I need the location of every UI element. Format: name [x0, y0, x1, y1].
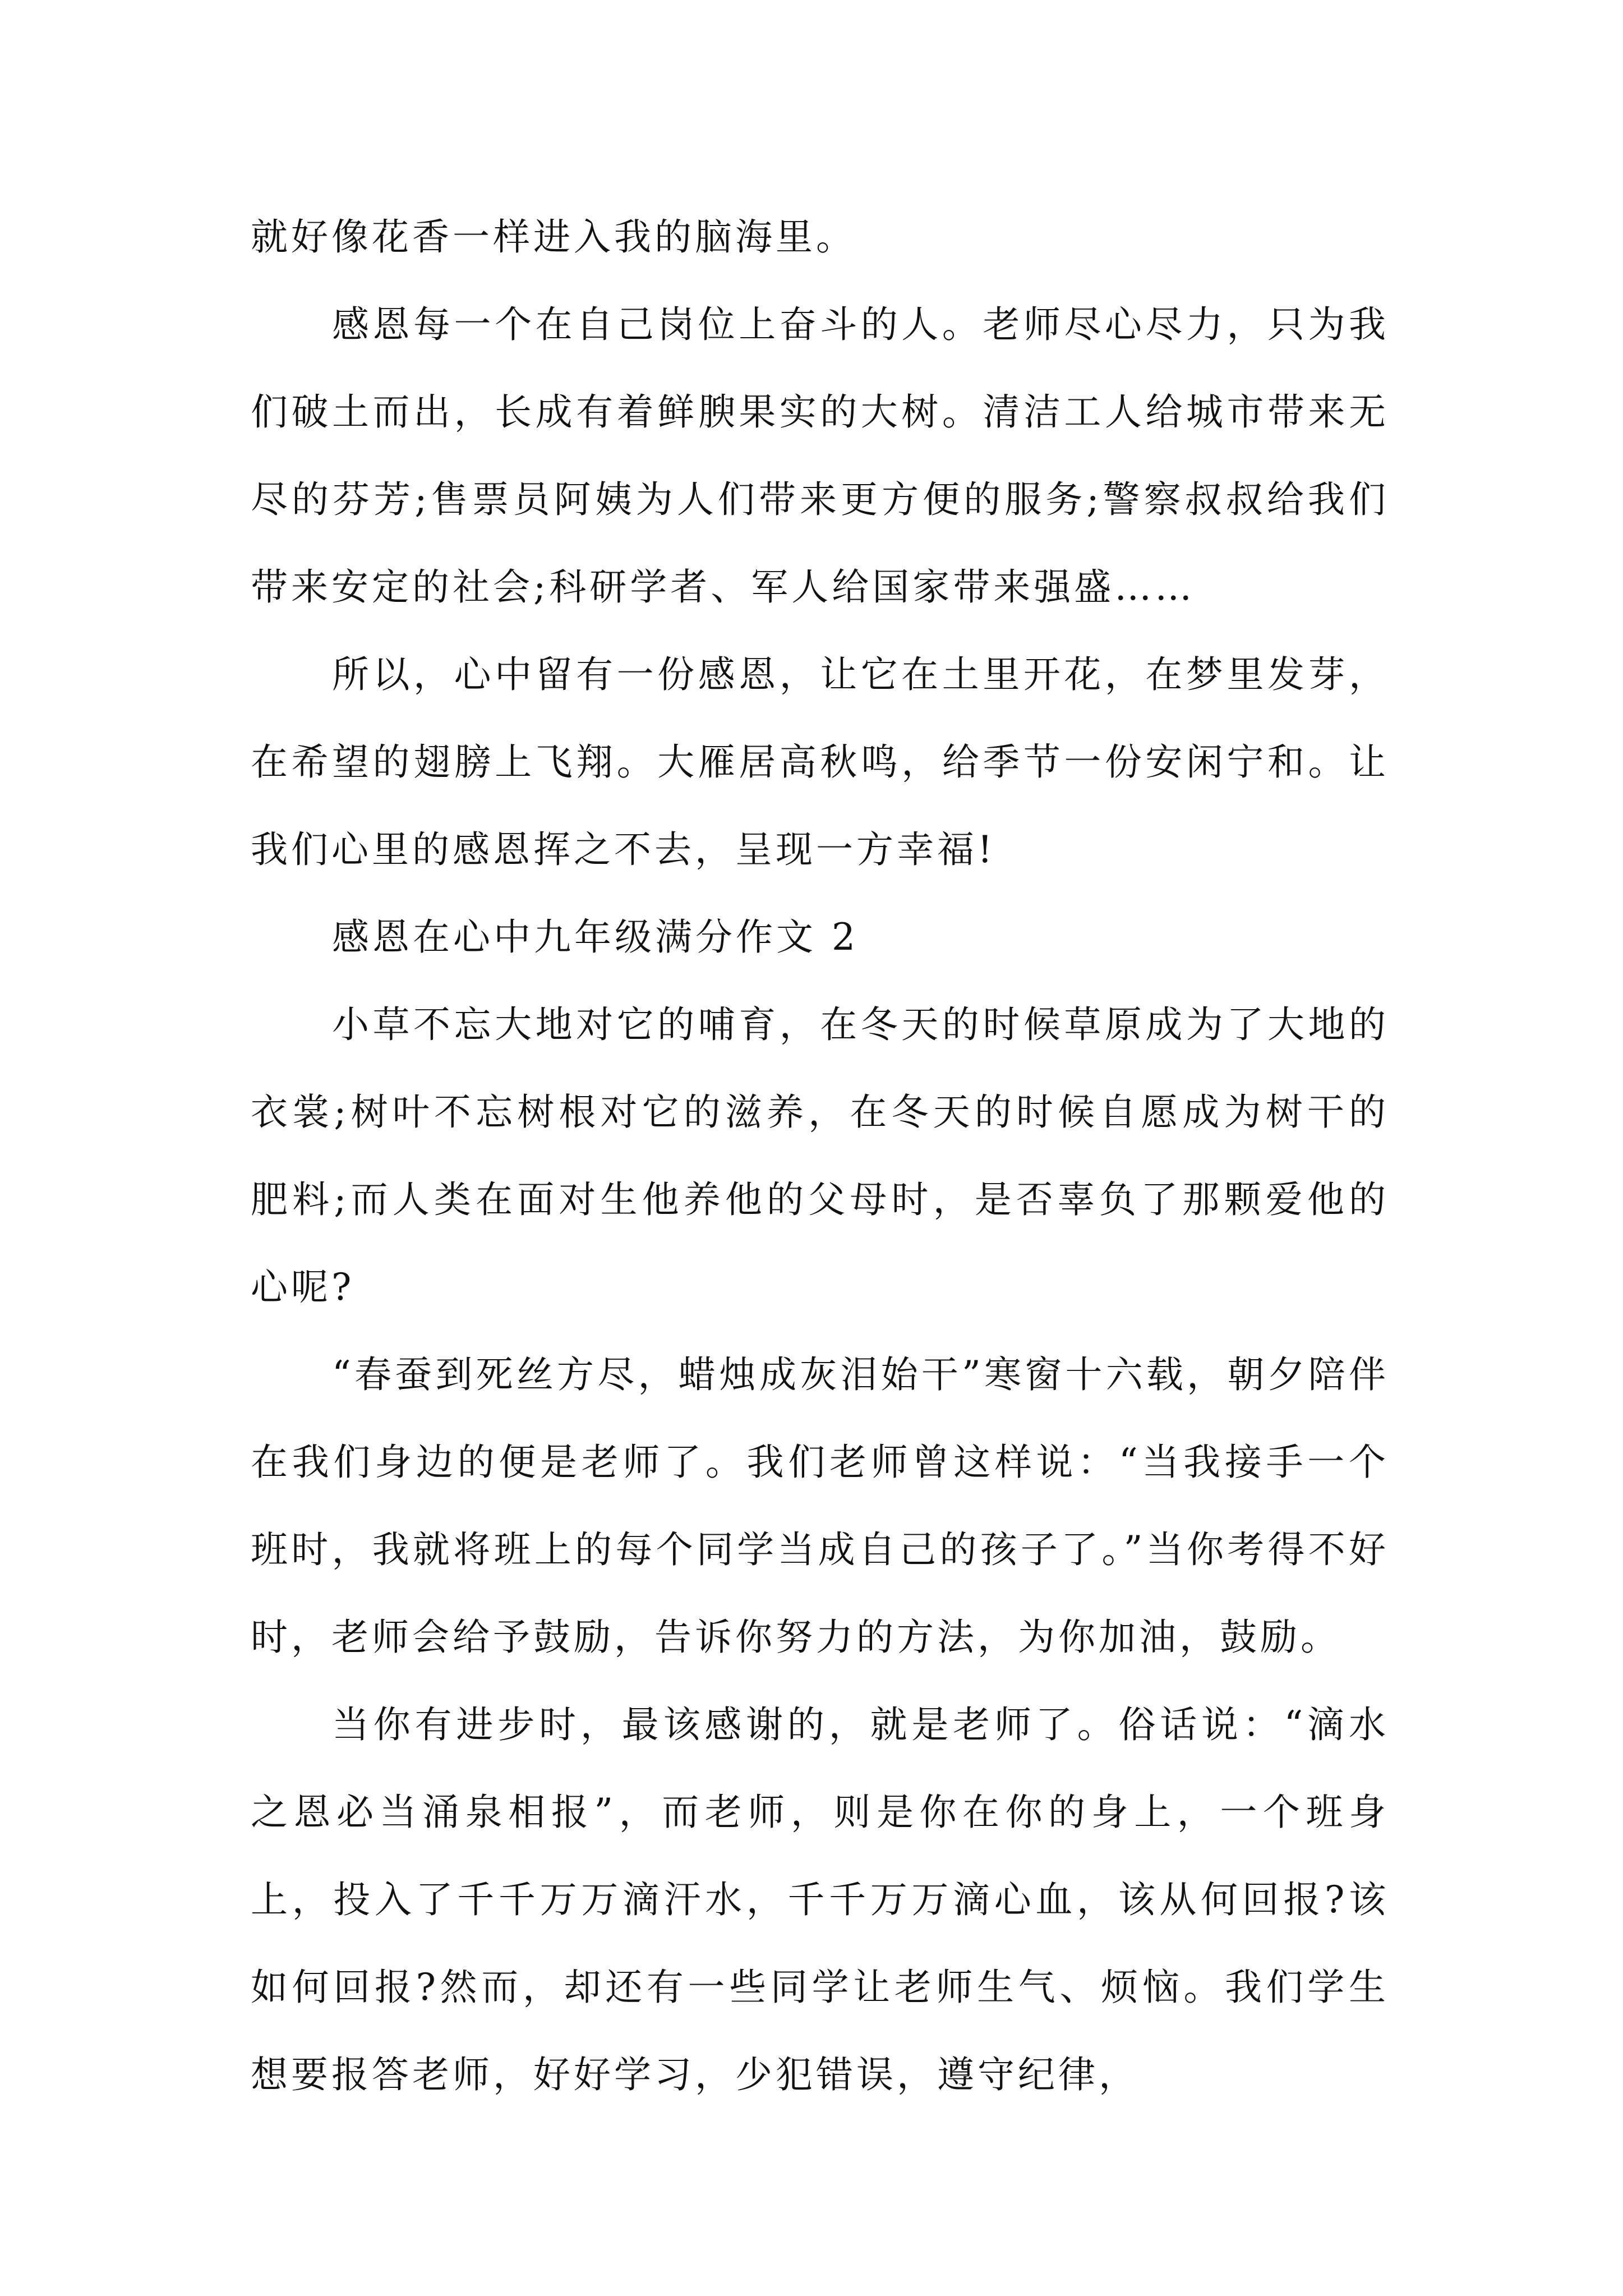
essay-title: 感恩在心中九年级满分作文 2 — [332, 915, 859, 959]
paragraph-grass-leaves: 小草不忘大地对它的哺育，在冬天的时候草原成为了大地的衣裳;树叶不忘树根对它的滋养，在冬天的时候自愿成为树干的肥料;而人类在面对生他养他的父母时，是否辜负了那颗爱他的心呢? — [251, 1003, 1389, 1309]
paragraph-continuation: 就好像花香一样进入我的脑海里。 — [251, 215, 856, 259]
paragraph-teacher-quote: “春蚕到死丝方尽，蜡烛成灰泪始干”寒窗十六载，朝夕陪伴在我们身边的便是老师了。我们老师曾这样说：“当我接手一个班时，我就将班上的每个同学当成自己的孩子了。”当你考得不好时，老师会给予鼓励，告诉你努力的方法，为你加油，鼓励。 — [251, 1353, 1389, 1659]
paragraph-conclusion: 所以，心中留有一份感恩，让它在土里开花，在梦里发芽，在希望的翅膀上飞翔。大雁居高秋鸣，给季节一份安闲宁和。让我们心里的感恩挥之不去，呈现一方幸福! — [251, 653, 1389, 871]
document-body — [251, 194, 1389, 2119]
paragraph-repay-teacher: 当你有进步时，最该感谢的，就是老师了。俗话说：“滴水之恩必当涌泉相报”，而老师，则是你在你的身上，一个班身上，投入了千千万万滴汗水，千千万万滴心血，该从何回报?该如何回报?然而，却还有一些同学让老师生气、烦恼。我们学生想要报答老师，好好学习，少犯错误，遵守纪律， — [251, 1703, 1389, 2096]
paragraph-gratitude-workers: 感恩每一个在自己岗位上奋斗的人。老师尽心尽力，只为我们破土而出，长成有着鲜腴果实的大树。清洁工人给城市带来无尽的芬芳;售票员阿姨为人们带来更方便的服务;警察叔叔给我们带来安定的社会;科研学者、军人给国家带来强盛…… — [251, 303, 1389, 609]
